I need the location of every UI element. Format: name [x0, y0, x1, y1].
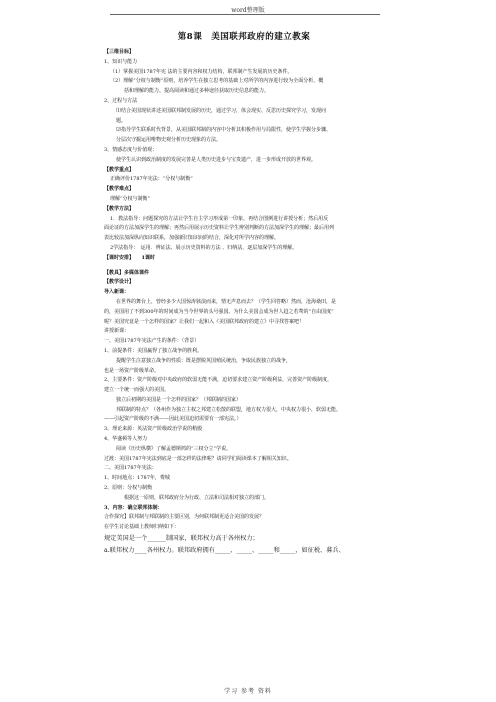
text-line: 在学生讨论基础上教师归纳如下： — [104, 524, 180, 531]
text-line: （1）掌握美国1787年宪 法的主要内容和权力结构，联邦制产生发展的历史条件。 — [110, 68, 293, 75]
text-line: 合作探究】联邦制与邦联制的主要区别，为何联邦制更适合美国的发展？ — [104, 514, 265, 521]
text-line: 4、华盛顿等人努力 — [104, 436, 148, 443]
section-heading: 【教学设计】 — [104, 279, 135, 286]
text-line: ⑴结合美国现状讲述美国联邦制发展的历史，通过学习，体会现实、反思历史探究学习，发现问 — [116, 107, 327, 114]
lesson-title: 第8课 美国联邦政府的建立教案 — [177, 32, 311, 42]
text-line: 二、美国1787年宪法： — [104, 465, 157, 472]
text-line: 1、时间地点：1787年，费城 — [104, 475, 170, 482]
section-heading: 【教具】多媒体课件 — [104, 269, 150, 276]
text-line: 分层次守掘运用唯物史观分析历史现象的方法。 — [116, 137, 222, 144]
text-line: 表比较法加深纵向知识联系，加强新旧知识间的结合，深化对所学内容的理解。 — [104, 235, 280, 242]
text-line: ——引起资产阶级的不满——因此美国迫切需要有一部宪法。） — [104, 416, 242, 423]
fill-blank-line-1: 规定美国是一个______制国家，联邦权力高于各州权力； — [104, 535, 259, 543]
fill-blank-line-2: a.联邦权力____各州权力。联邦政府拥有_____、_____、_____和_____，如征税、募兵、 — [104, 546, 345, 554]
text-line: 独立后初期的美国是一个怎样的国家？（邦联制的国家） — [116, 396, 242, 403]
text-line: 过渡：美国1787年宪法到底是一部怎样的法律呢？请同学们阅读课本了解相关知识。 — [104, 455, 292, 462]
text-line: 根据这一原则，联邦政府分为行政、立法和司法相对独立的部门。 — [124, 494, 270, 501]
text-line: 2、原则：分权与制衡 — [104, 485, 153, 492]
text-line: 使学生认识到政治制度的发展完善是人类历史进步与宝贵遗产，进一步形成开放的世界观。 — [116, 156, 317, 163]
text-line: 2、主要条件：资产阶级对中央政府的软弱无能不满，迫切要求建立资产阶级利益，完善资产阶级制度， — [104, 377, 333, 384]
section-heading: 【三维目标】 — [104, 49, 135, 55]
text-line: 讲授新课： — [104, 328, 130, 335]
text-line: 邦联制的特点？（各州作为独立主权之邦建立松散的联盟，地方权力很大，中央权力很小，软弱无能。 — [116, 406, 342, 413]
text-line: 3、理论来源：英法资产阶级政治学说的稍骰 — [104, 426, 203, 433]
page-footer: 学习 参考 资料 — [224, 688, 272, 695]
text-line: 建立一个统一而强大的美国。 — [104, 387, 170, 394]
text-line: （2）理解“分权与制衡”原则，培养学生在独立思考的基础上对所学的内容进行较为全面分析、概 — [110, 78, 324, 85]
text-line: 正确评价1787年宪法：“分权与制衡” — [110, 176, 193, 183]
text-line: 提醒学生注意独立战争的性质：既是摆脱英国殖民统治，争取民族独立的战争， — [116, 357, 292, 364]
section-heading: 【教学重点】 — [104, 166, 135, 173]
document-body — [104, 30, 384, 556]
section-heading: 【教学难点】 — [104, 186, 135, 193]
section-heading: 【课时安排】 1课时 — [104, 254, 155, 261]
text-line: 在世界的舞台上，曾经多少大国惊涛骇浪而来，情无声息而去？（学生回答略）然而，沧海桑田，是 — [116, 298, 337, 305]
page-header: word整理版 — [231, 7, 265, 14]
text-line: 一、美国1787年宪法产生的条件：（背景） — [104, 338, 200, 345]
text-line: 1、前提条件：美国赢得了独立战争的胜利。 — [104, 347, 203, 354]
text-line: 1、知识与能力 — [104, 58, 138, 65]
text-line: 1．教法指导：问题探究的方法让学生自主学习形成第一印象，再结合图例进行讲授分析；然后用反 — [110, 215, 329, 222]
text-line: 3、情感态度与价值观： — [104, 146, 158, 153]
text-line: ⑵指导学生联系时代背景，从美国联邦制的内容中分析其积极作用与局限性，使学生学握分步骤、 — [116, 127, 332, 134]
header-divider — [110, 14, 380, 15]
lesson-text — [104, 48, 384, 533]
text-line: 也是一场资产阶级革命。 — [104, 367, 160, 374]
text-line: 的，美国用了不到300年的时间成为当今世界的头号强国。为什么美国会成为世人趋之若骛的“自由国度” — [104, 308, 334, 315]
section-heading: 3、内容：确立联邦体制： — [104, 504, 163, 511]
section-heading: 【教学方法】 — [104, 205, 135, 212]
text-line: 括和理解的能力。提高阅读和通过多种途径获取历史信息的能力。 — [124, 88, 270, 95]
text-line: 面论证的方法加深学生的理解；再然后用展示历史资料让学生辨别判断的方法加深学生的理解；最后用列 — [104, 225, 335, 232]
text-line: 呢？美国究竟是一个怎样的国家？让我们一起和入《美国联邦政府的建立》中寻找答案吧！ — [104, 318, 305, 325]
text-line: 2学法指导： 运用．辨证法、展示历史资料的方法 、归纳法，逐层加深学生的理解。 — [110, 244, 298, 251]
text-line: 理解“分权与制衡” — [110, 195, 151, 202]
text-line: 题。 — [116, 117, 127, 124]
section-heading: 导入新课： — [104, 289, 130, 296]
text-line: 2、过程与方法 — [104, 97, 138, 104]
text-line: 阅读《历史纵横》了解孟德斯鸠的“三权分立”学说。 — [116, 445, 232, 452]
